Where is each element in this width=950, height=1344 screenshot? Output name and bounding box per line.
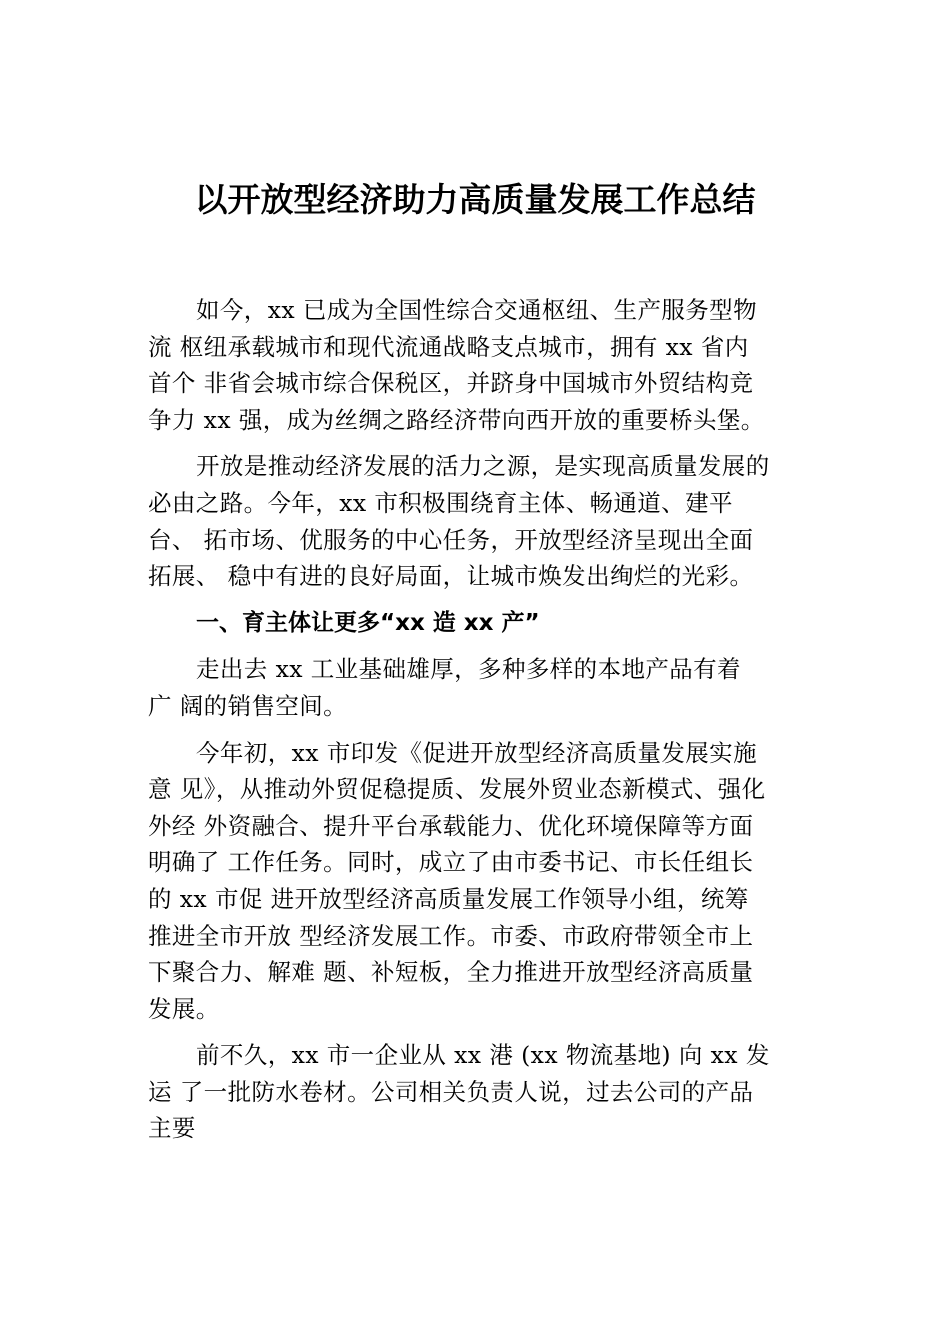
section-heading: 一、育主体让更多“xx 造 xx 产” xyxy=(196,609,540,636)
text-line: 走出去 xx 工业基础雄厚，多种多样的本地产品有着 xyxy=(196,655,741,684)
text-line: 台、 拓市场、优服务的中心任务，开放型经济呈现出全面 xyxy=(148,525,754,554)
text-line: 意 见》，从推动外贸促稳提质、发展外贸业态新模式、强化 xyxy=(148,775,766,804)
text-line: 如今，xx 已成为全国性综合交通枢纽、生产服务型物 xyxy=(196,296,757,324)
paragraph-shipment xyxy=(148,1037,820,1147)
text-line: 主要 xyxy=(148,1114,196,1143)
paragraph-intro xyxy=(148,292,820,438)
text-line: 争力 xx 强，成为丝绸之路经济带向西开放的重要桥头堡。 xyxy=(148,405,765,434)
text-line: 拓展、 稳中有进的良好局面，让城市焕发出绚烂的光彩。 xyxy=(148,562,754,591)
text-line: 今年初，xx 市印发《促进开放型经济高质量发展实施 xyxy=(196,738,757,767)
text-line: 必由之路。今年，xx 市积极围绕育主体、畅通道、建平 xyxy=(148,488,733,517)
text-line: 发展。 xyxy=(148,994,220,1023)
text-line: 开放是推动经济发展的活力之源，是实现高质量发展的 xyxy=(196,452,770,481)
document-body xyxy=(148,292,820,1157)
paragraph-opening xyxy=(148,448,820,594)
text-line: 明确了 工作任务。同时，成立了由市委书记、市长任组长 xyxy=(148,848,754,877)
text-line: 的 xx 市促 进开放型经济高质量发展工作领导小组，统筹 xyxy=(148,884,749,913)
paragraph-going-out xyxy=(148,651,820,724)
text-line: 外经 外资融合、提升平台承载能力、优化环境保障等方面 xyxy=(148,811,754,840)
document-title: 以开放型经济助力高质量发展工作总结 xyxy=(194,180,756,219)
text-line: 前不久，xx 市一企业从 xx 港 (xx 物流基地) 向 xx 发 xyxy=(196,1041,770,1070)
paragraph-policy xyxy=(148,735,820,1028)
text-line: 流 枢纽承载城市和现代流通战略支点城市，拥有 xx 省内 xyxy=(148,332,749,361)
text-line: 广 阔的销售空间。 xyxy=(148,691,348,720)
text-line: 推进全市开放 型经济发展工作。市委、市政府带领全市上 xyxy=(148,921,754,950)
text-line: 下聚合力、解难 题、补短板，全力推进开放型经济高质量 xyxy=(148,958,754,987)
text-line: 首个 非省会城市综合保税区，并跻身中国城市外贸结构竞 xyxy=(148,369,754,398)
text-line: 运 了一批防水卷材。公司相关负责人说，过去公司的产品 xyxy=(148,1077,754,1106)
